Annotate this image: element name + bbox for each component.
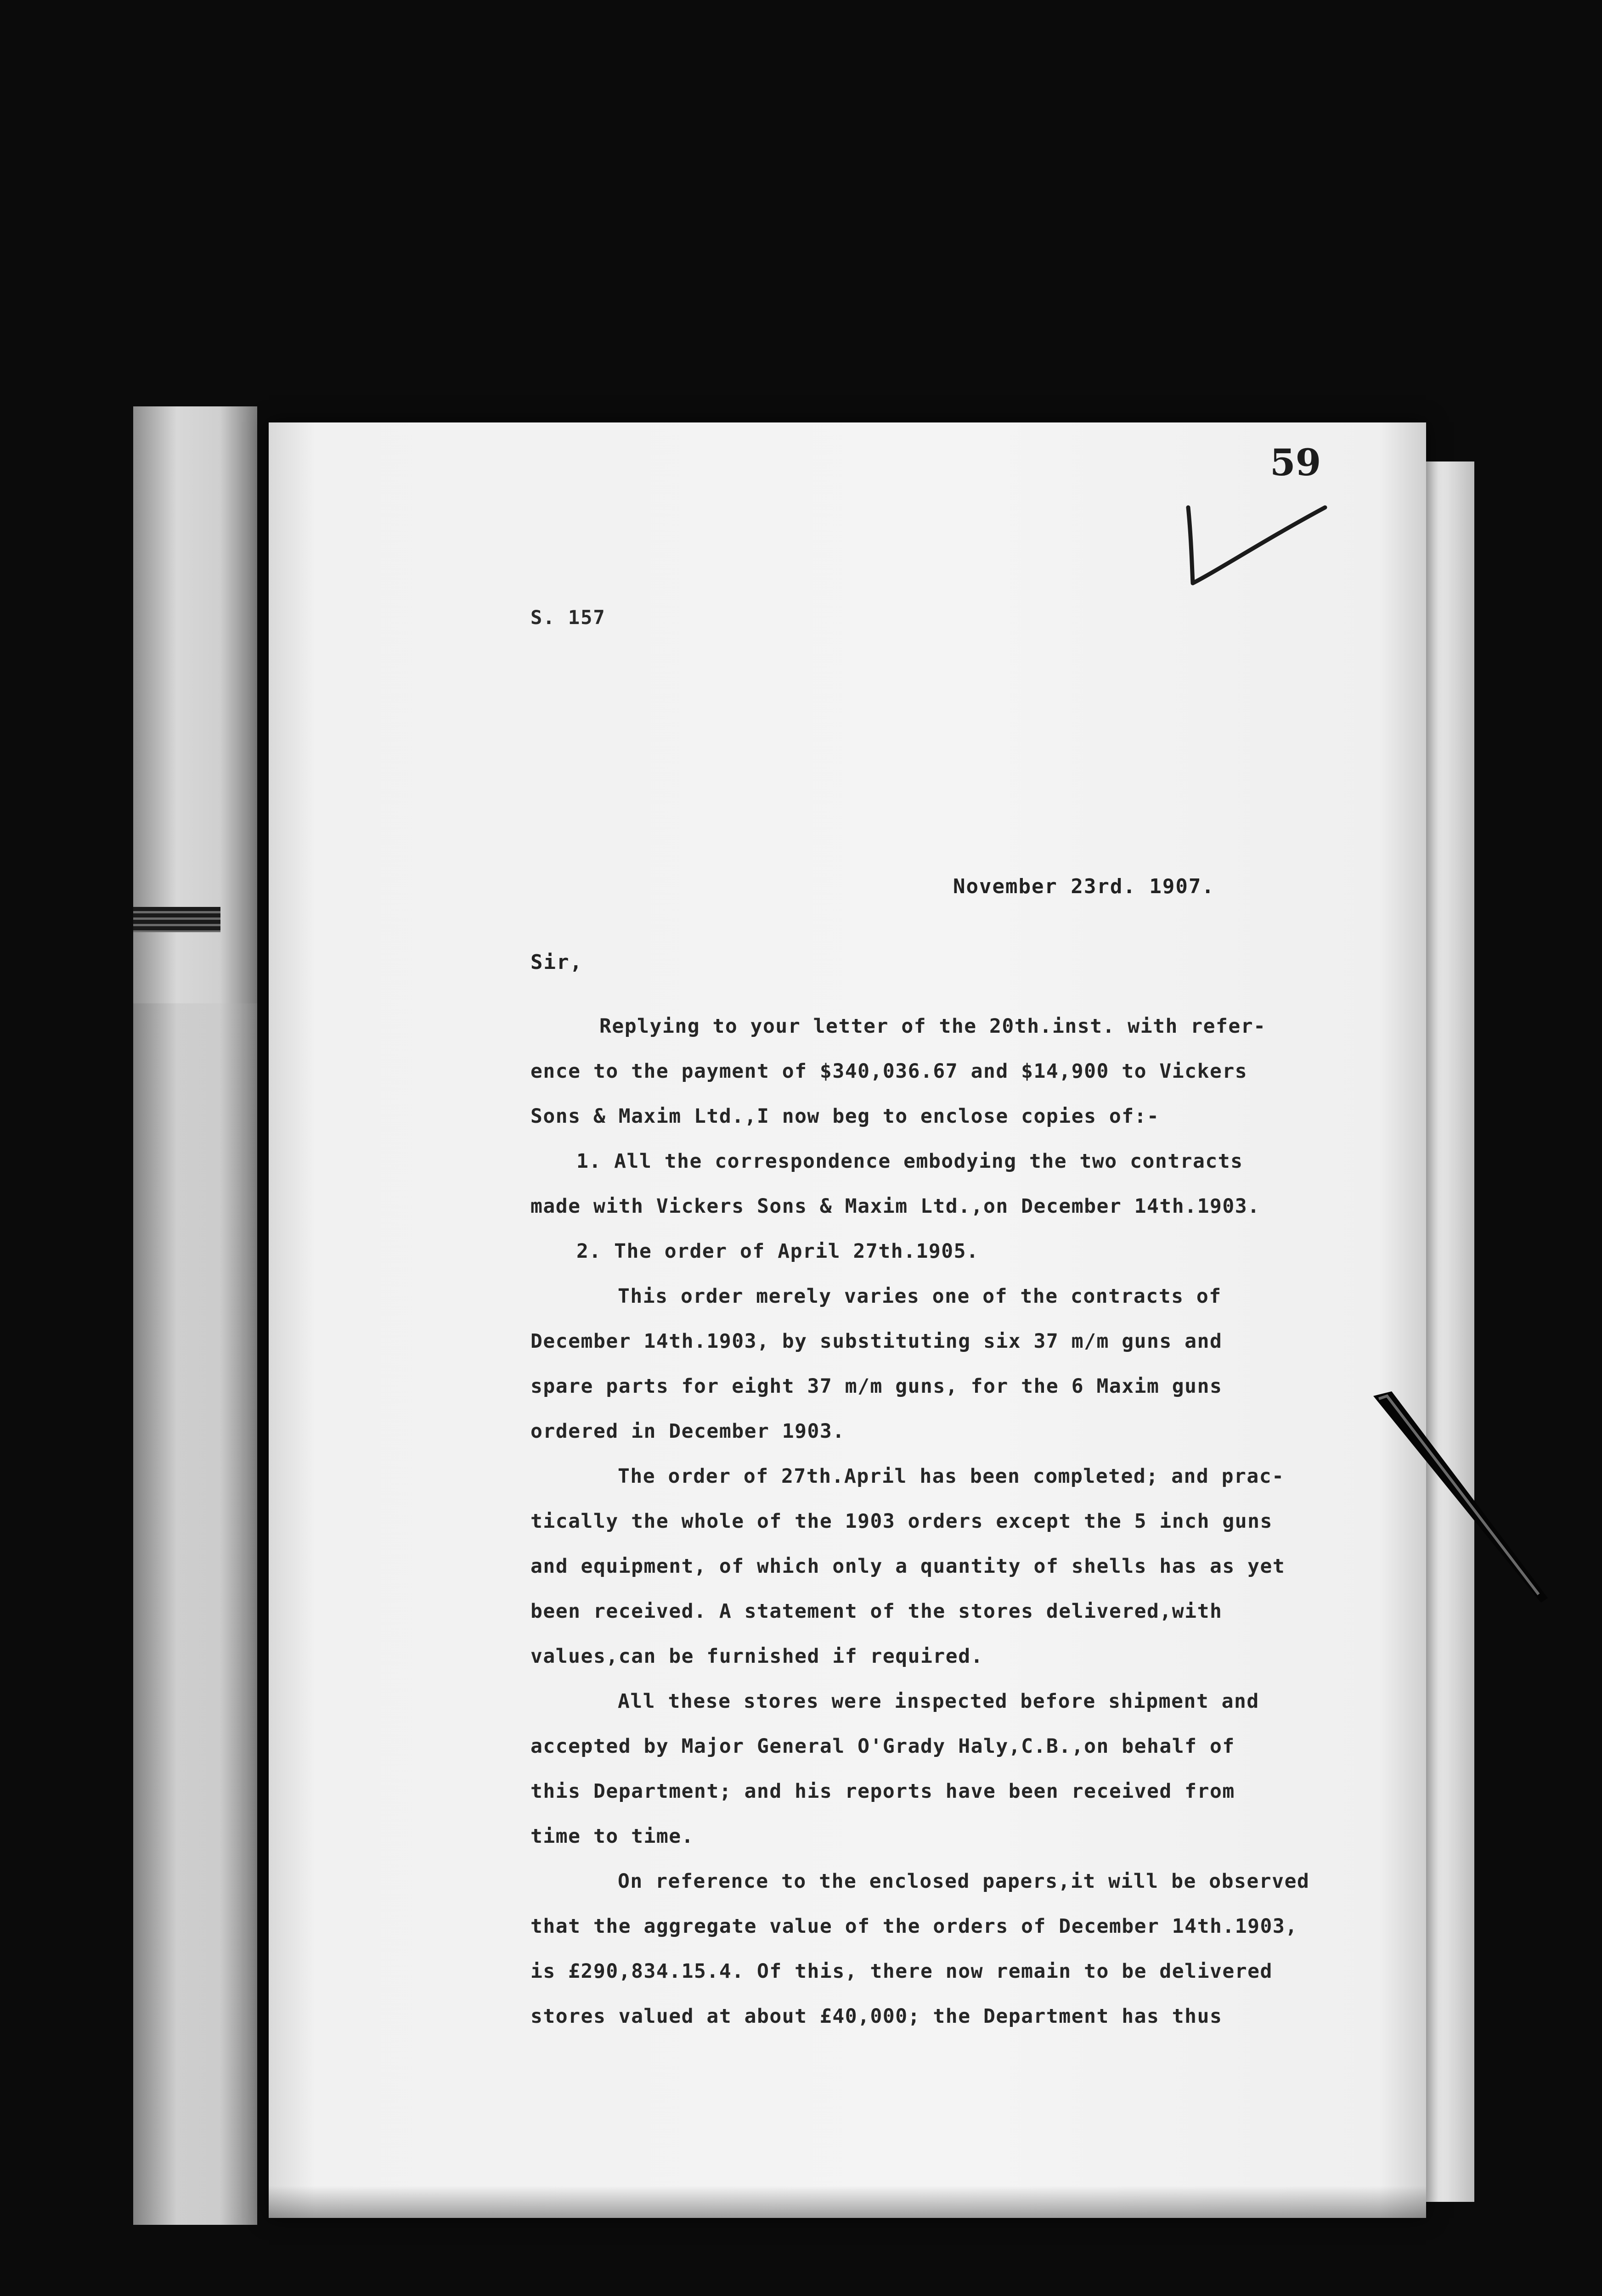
body-line: ordered in December 1903.: [530, 1420, 845, 1443]
body-line: All these stores were inspected before shipment and: [618, 1690, 1259, 1713]
body-line: and equipment, of which only a quantity of shells has as yet: [530, 1555, 1286, 1578]
body-line: time to time.: [530, 1825, 694, 1848]
body-line: that the aggregate value of the orders of December 14th.1903,: [530, 1915, 1298, 1938]
body-line: Replying to your letter of the 20th.inst. with refer-: [599, 1015, 1266, 1038]
left-page-binding-band: [133, 907, 220, 932]
body-line: values,can be furnished if required.: [530, 1645, 983, 1668]
body-line: The order of 27th.April has been completed; and prac-: [618, 1465, 1285, 1488]
pen-icon: [1364, 1382, 1557, 1612]
left-page: [133, 406, 257, 2225]
body-line: stores valued at about £40,000; the Department has thus: [530, 2005, 1223, 2028]
body-line: 2. The order of April 27th.1905.: [576, 1240, 979, 1263]
body-line: been received. A statement of the stores delivered,with: [530, 1600, 1223, 1623]
body-line: spare parts for eight 37 m/m guns, for the 6 Maxim guns: [530, 1375, 1223, 1398]
letter-date: November 23rd. 1907.: [953, 875, 1215, 898]
body-line: On reference to the enclosed papers,it will be observed: [618, 1870, 1310, 1893]
salutation: Sir,: [530, 951, 583, 974]
body-line: accepted by Major General O'Grady Haly,C.B.,on behalf of: [530, 1735, 1235, 1758]
letter-page: [269, 422, 1426, 2218]
left-page-edge: [133, 1003, 257, 2225]
body-line: This order merely varies one of the contracts of: [618, 1285, 1222, 1308]
body-line: December 14th.1903, by substituting six 37 m/m guns and: [530, 1330, 1223, 1353]
body-line: made with Vickers Sons & Maxim Ltd.,on December 14th.1903.: [530, 1195, 1260, 1218]
body-line: 1. All the correspondence embodying the two contracts: [576, 1150, 1243, 1173]
body-line: this Department; and his reports have been received from: [530, 1780, 1235, 1803]
body-line: Sons & Maxim Ltd.,I now beg to enclose copies of:-: [530, 1105, 1160, 1128]
page-number: 59: [1270, 441, 1321, 484]
body-line: ence to the payment of $340,036.67 and $14,900 to Vickers: [530, 1060, 1248, 1083]
checkmark-icon: [1183, 489, 1334, 595]
body-line: is £290,834.15.4. Of this, there now remain to be delivered: [530, 1960, 1273, 1983]
body-line: tically the whole of the 1903 orders except the 5 inch guns: [530, 1510, 1273, 1533]
reference-number: S. 157: [530, 606, 606, 629]
